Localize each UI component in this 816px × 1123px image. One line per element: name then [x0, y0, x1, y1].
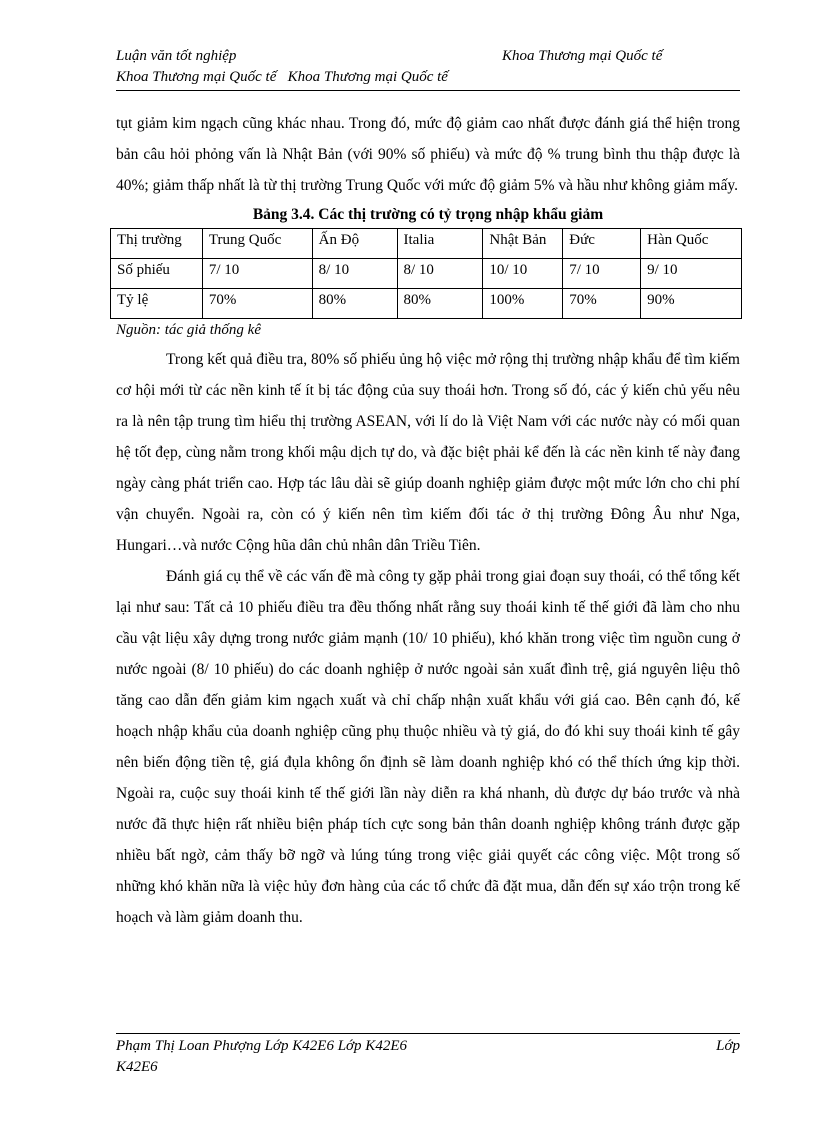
- table-row: [111, 259, 742, 289]
- table-cell: 100%: [483, 289, 563, 319]
- table-cell: 7/ 10: [563, 259, 641, 289]
- table-cell: Ấn Độ: [312, 229, 397, 259]
- table-row: [111, 289, 742, 319]
- page-header: [116, 46, 740, 88]
- table-cell: 8/ 10: [312, 259, 397, 289]
- table-cell: 10/ 10: [483, 259, 563, 289]
- table-cell: 8/ 10: [397, 259, 483, 289]
- header-faculty-label: Khoa Thương mại Quốc tế: [502, 48, 663, 64]
- table-cell: 80%: [312, 289, 397, 319]
- paragraph-3: Đánh giá cụ thể về các vấn đề mà công ty gặp phải trong giai đoạn suy thoái, có thể tổng kết lại như sau: Tất cả 10 phiếu điều tra đều thống nhất rằng suy thoái kinh tế thế giới đã làm cho nhu cầu vật liệu xây dựng trong nước giảm mạnh (10/ 10 phiếu), khó khăn trong việc tìm nguồn cung ở nước ngoài (8/ 10 phiếu) do các doanh nghiệp ở nước ngoài sản xuất đình trệ, giá nguyên liệu thô tăng cao dẫn đến giảm kim ngạch xuất và chỉ chấp nhận xuất khẩu với giá cao. Bên cạnh đó, kế hoạch nhập khẩu của doanh nghiệp cũng phụ thuộc nhiều và tỷ giá, do đó khi suy thoái kinh tế gây nên biến động tiền tệ, giá đụla không ổn định sẽ làm doanh nghiệp khó có thể thích ứng kịp thời. Ngoài ra, cuộc suy thoái kinh tế thế giới lần này diễn ra khá nhanh, dù được dự báo trước và nhà nước đã thực hiện rất nhiều biện pháp tích cực song bản thân doanh nghiệp không tránh được gặp nhiều bất ngờ, cảm thấy bỡ ngỡ và lúng túng trong việc giải quyết các công việc. Một trong số những khó khăn nữa là việc hủy đơn hàng của các tổ chức đã đặt mua, dẫn đến sự xáo trộn trong kế hoạch và làm giảm doanh thu.: [116, 568, 740, 926]
- table-cell: Italia: [397, 229, 483, 259]
- document-body: [116, 108, 740, 933]
- table-cell: Thị trường: [111, 229, 203, 259]
- table-cell: Hàn Quốc: [641, 229, 742, 259]
- page-footer: [116, 1033, 740, 1078]
- table-cell: Trung Quốc: [202, 229, 312, 259]
- paragraph-2: Trong kết quả điều tra, 80% số phiếu ủng hộ việc mở rộng thị trường nhập khẩu để tìm kiếm cơ hội mới từ các nền kinh tế ít bị tác động của suy thoái hơn. Trong số đó, các ý kiến chủ yếu nêu ra là nên tập trung tìm hiểu thị trường ASEAN, với lí do là Việt Nam với các nước này có mối quan hệ tốt đẹp, cùng nằm trong khối mậu dịch tự do, và đặc biệt phải kể đến là các nền kinh tế này đang ngày càng phát triển cao. Hợp tác lâu dài sẽ giúp doanh nghiệp giảm được một mức lớn cho chi phí vận chuyển. Ngoài ra, còn có ý kiến nên tìm kiếm đối tác ở thị trường Đông Âu như Nga, Hungari…và nước Cộng hũa dân chủ nhân dân Triều Tiên.: [116, 351, 740, 554]
- footer-author: Phạm Thị Loan Phượng Lớp K42E6 Lớp K42E6: [116, 1038, 407, 1054]
- market-table: [110, 228, 742, 319]
- table-cell: Đức: [563, 229, 641, 259]
- table-cell: Tỷ lệ: [111, 289, 203, 319]
- table-source: Nguồn: tác giả thống kê: [116, 322, 261, 338]
- table-caption: Bảng 3.4. Các thị trường có tỷ trọng nhập khẩu giảm: [252, 206, 604, 223]
- table-cell: Số phiếu: [111, 259, 203, 289]
- table-cell: 80%: [397, 289, 483, 319]
- table-cell: Nhật Bản: [483, 229, 563, 259]
- table-cell: 7/ 10: [202, 259, 312, 289]
- header-faculty-repeat: Khoa Thương mại Quốc tế Khoa Thương mại Quốc tế: [116, 69, 448, 85]
- footer-class-label: Lớp: [716, 1038, 740, 1054]
- footer-divider: [116, 1033, 740, 1034]
- paragraph-1: tụt giảm kim ngạch cũng khác nhau. Trong đó, mức độ giảm cao nhất được đánh giá thể hiện trong bản câu hỏi phỏng vấn là Nhật Bản (với 90% số phiếu) và mức độ % trung bình thu thập được là 40%; giảm thấp nhất là từ thị trường Trung Quốc với mức độ giảm 5% và hầu như không giảm mấy.: [116, 115, 740, 194]
- table-cell: 70%: [563, 289, 641, 319]
- table-cell: 70%: [202, 289, 312, 319]
- header-divider: [116, 90, 740, 91]
- table-cell: 90%: [641, 289, 742, 319]
- footer-class-code: K42E6: [116, 1059, 158, 1075]
- table-cell: 9/ 10: [641, 259, 742, 289]
- table-row: [111, 229, 742, 259]
- header-thesis-label: Luận văn tốt nghiệp: [116, 48, 237, 64]
